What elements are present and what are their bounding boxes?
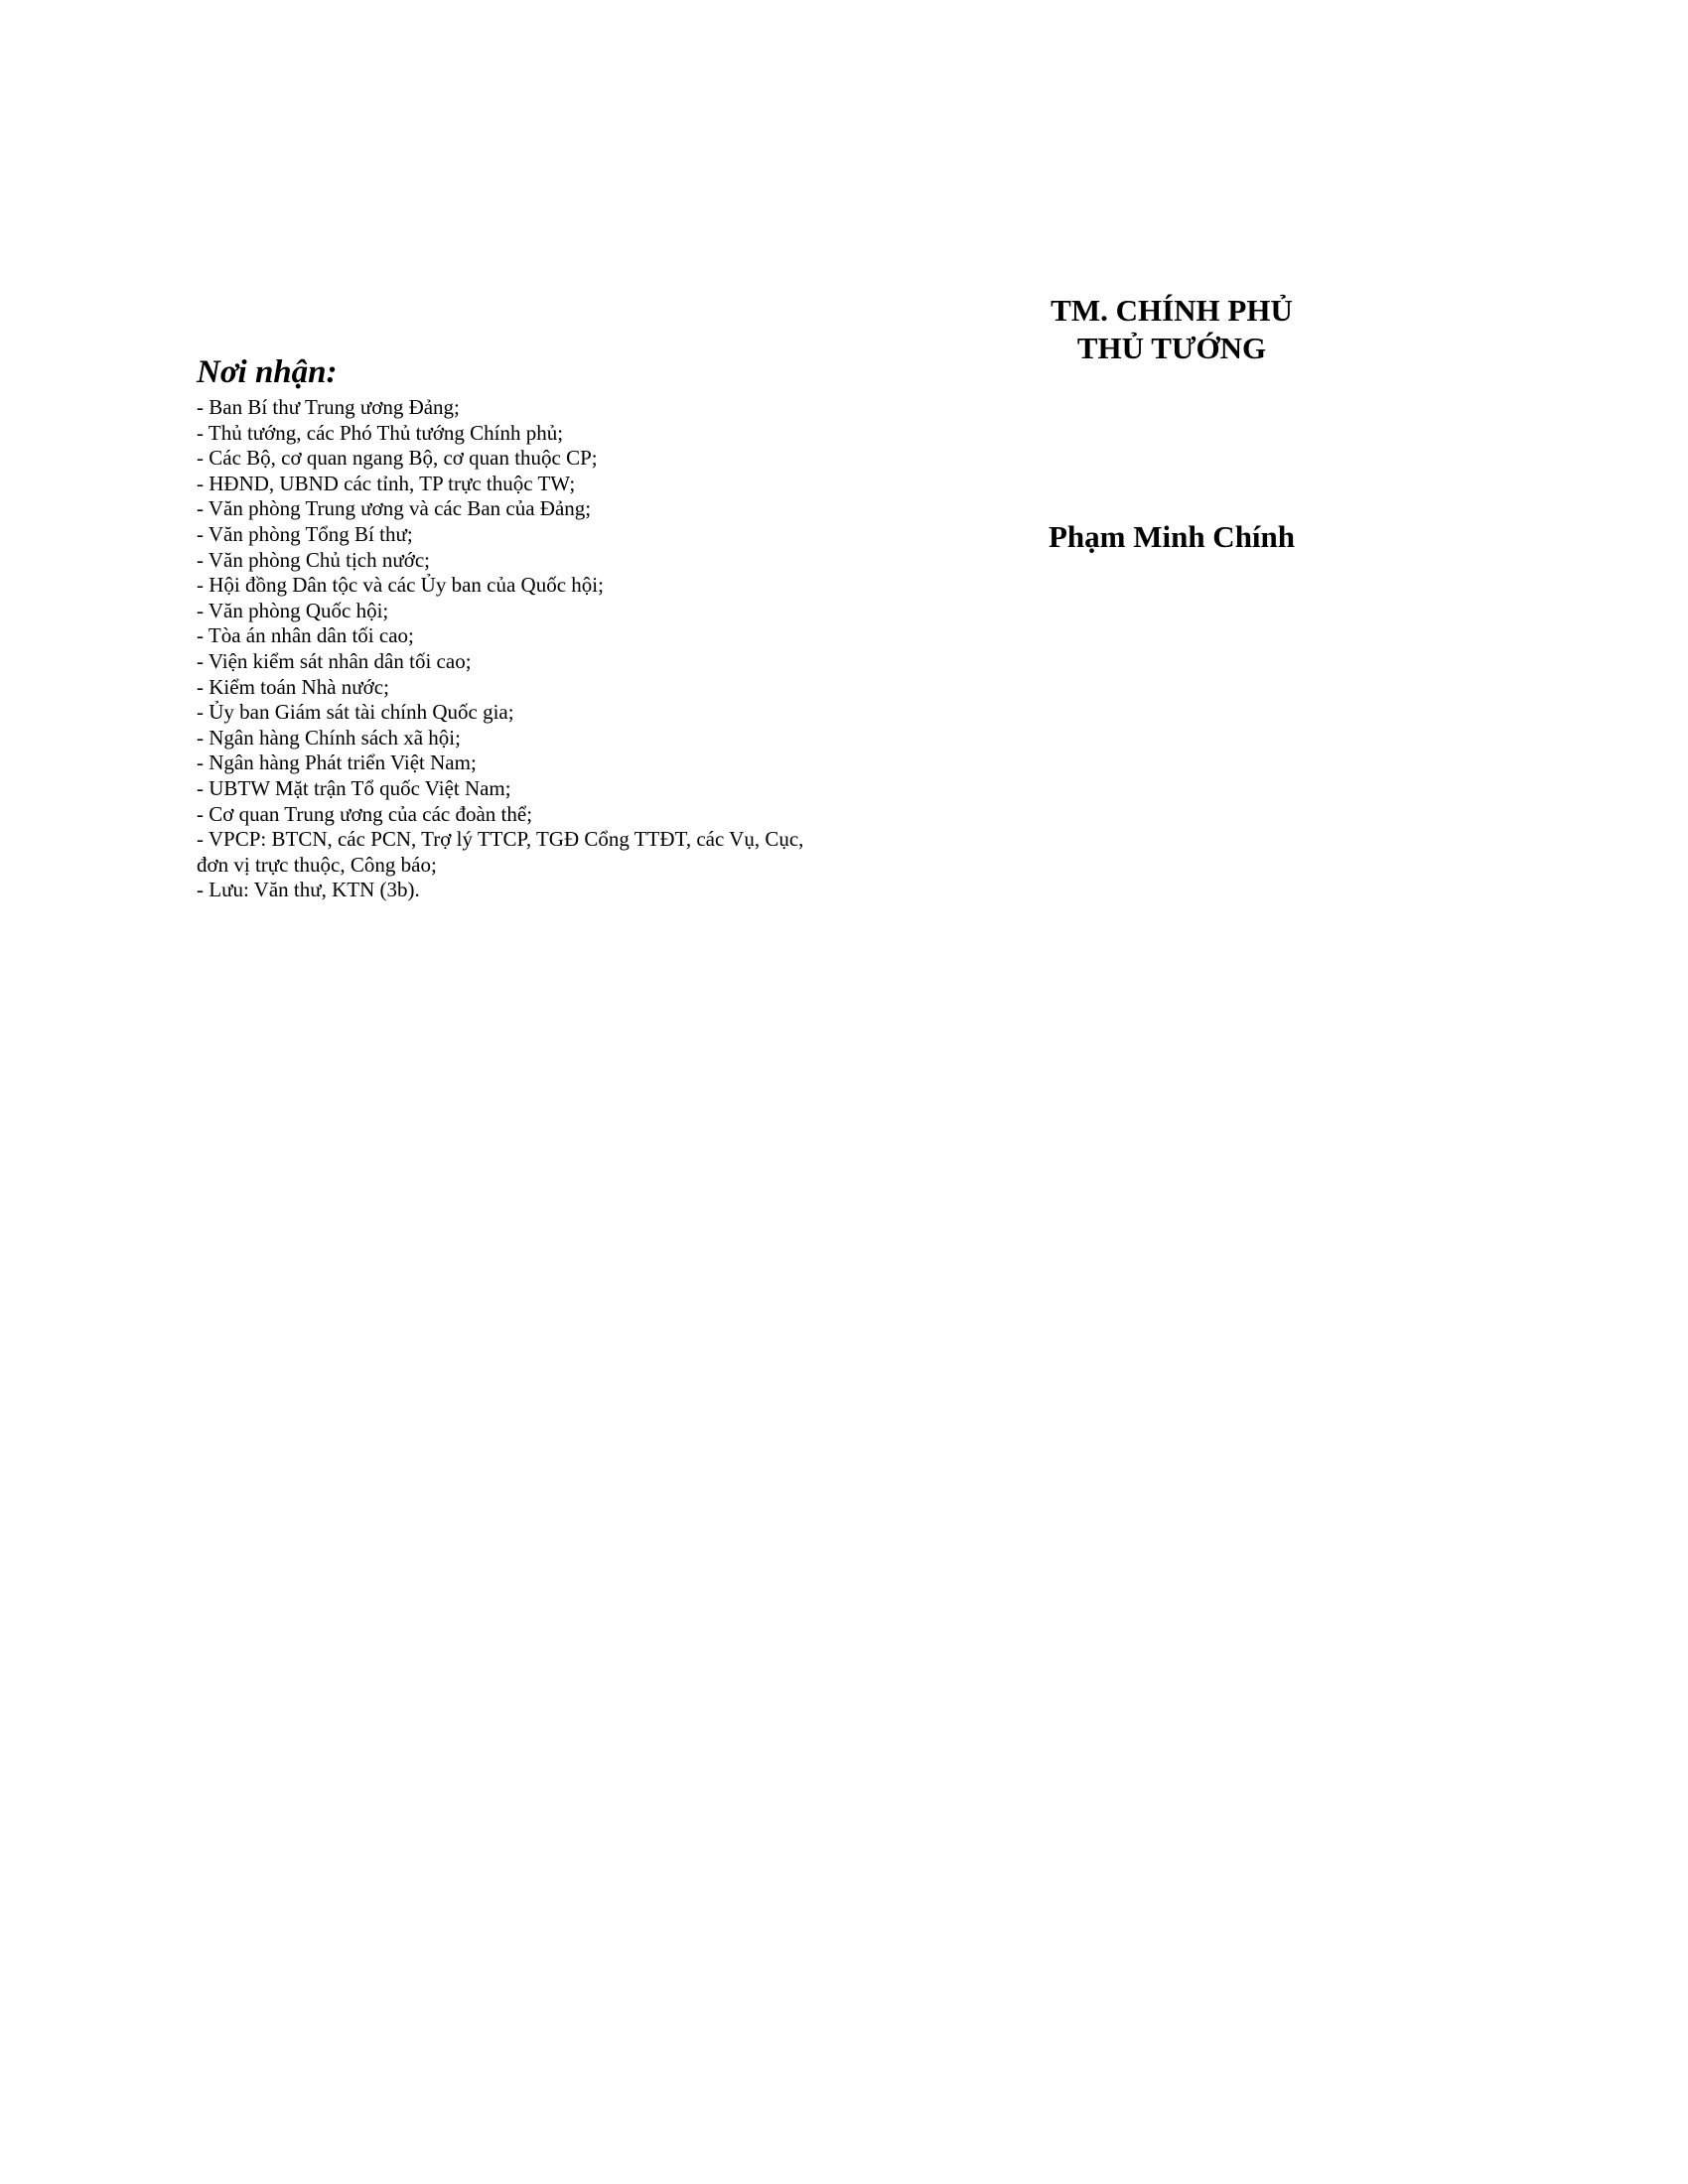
recipient-line: - HĐND, UBND các tỉnh, TP trực thuộc TW;	[197, 471, 576, 495]
recipient-line: - Ngân hàng Phát triển Việt Nam;	[197, 751, 477, 775]
recipients-heading: Nơi nhận:	[197, 354, 338, 390]
recipients-section	[197, 353, 892, 903]
recipient-line: - Lưu: Văn thư, KTN (3b).	[197, 878, 420, 902]
recipient-line: - Hội đồng Dân tộc và các Ủy ban của Quốc hội;	[197, 573, 604, 598]
recipient-line: - Văn phòng Trung ương và các Ban của Đảng;	[197, 496, 592, 521]
recipient-line: - Thủ tướng, các Phó Thủ tướng Chính phủ;	[197, 420, 564, 445]
recipient-line: - Văn phòng Chủ tịch nước;	[197, 547, 430, 572]
recipient-list	[197, 395, 892, 903]
recipient-line: - Ngân hàng Chính sách xã hội;	[197, 725, 461, 750]
recipient-line: - UBTW Mặt trận Tổ quốc Việt Nam;	[197, 775, 511, 800]
recipient-line: - Văn phòng Quốc hội;	[197, 598, 389, 622]
recipient-line: - Các Bộ, cơ quan ngang Bộ, cơ quan thuộc CP;	[197, 446, 598, 471]
signer-name: Phạm Minh Chính	[1048, 519, 1296, 554]
recipient-line: - Tòa án nhân dân tối cao;	[197, 623, 414, 648]
recipient-line: - Cơ quan Trung ương của các đoàn thể;	[197, 801, 533, 826]
recipient-line: - Kiểm toán Nhà nước;	[197, 674, 389, 699]
recipient-line: đơn vị trực thuộc, Công báo;	[197, 852, 437, 877]
signer-title: THỦ TƯỚNG	[1076, 331, 1267, 365]
recipient-line: - VPCP: BTCN, các PCN, Trợ lý TTCP, TGĐ Cổng TTĐT, các Vụ, Cục,	[197, 827, 804, 852]
recipient-line: - Viện kiểm sát nhân dân tối cao;	[197, 648, 472, 673]
signature-block	[993, 292, 1350, 367]
signing-authority: TM. CHÍNH PHỦ	[1051, 293, 1293, 328]
recipient-line: - Văn phòng Tổng Bí thư;	[197, 521, 413, 546]
recipient-line: - Ban Bí thư Trung ương Đảng;	[197, 395, 460, 419]
recipient-line: - Ủy ban Giám sát tài chính Quốc gia;	[197, 700, 514, 725]
